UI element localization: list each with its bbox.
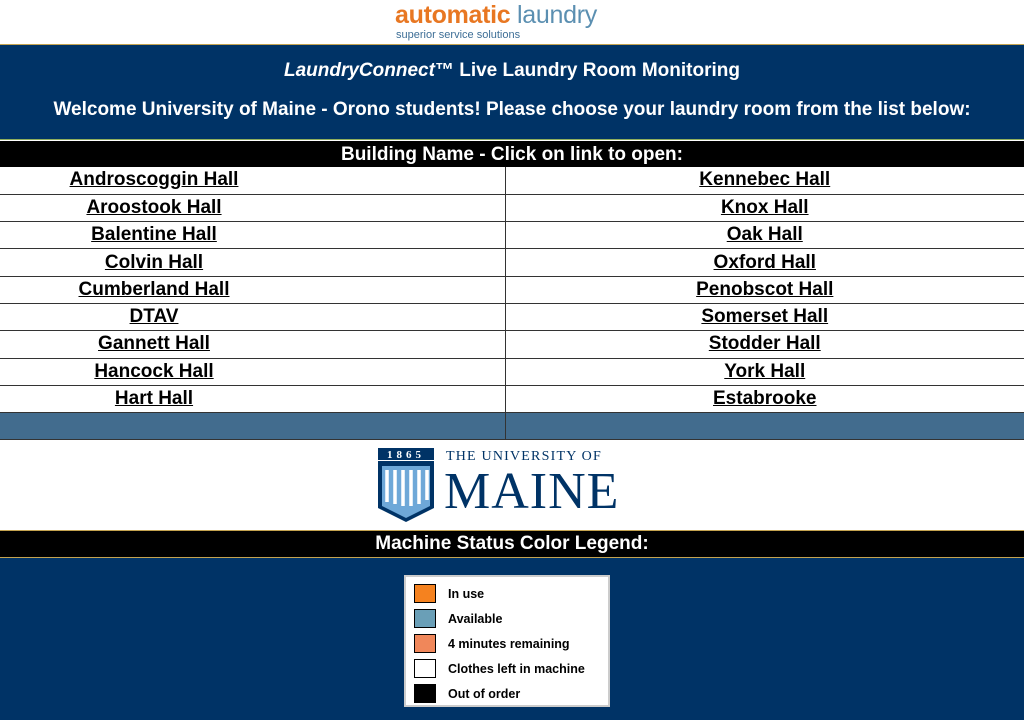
legend-item-4-minutes-remaining bbox=[414, 631, 600, 656]
building-cell bbox=[505, 358, 1024, 385]
building-link-androscoggin-hall[interactable]: Androscoggin Hall bbox=[69, 169, 239, 191]
building-row bbox=[0, 331, 1024, 358]
building-cell bbox=[0, 222, 308, 249]
empty-cell bbox=[0, 413, 308, 440]
legend-swatch bbox=[414, 659, 436, 678]
building-link-hart-hall[interactable]: Hart Hall bbox=[114, 388, 194, 410]
legend-swatch bbox=[414, 684, 436, 703]
building-link-knox-hall[interactable]: Knox Hall bbox=[720, 196, 809, 218]
building-link-aroostook-hall[interactable]: Aroostook Hall bbox=[86, 196, 222, 218]
column-spacer bbox=[308, 358, 505, 385]
legend-item-in-use bbox=[414, 581, 600, 606]
building-cell bbox=[505, 303, 1024, 330]
empty-cell bbox=[308, 413, 505, 440]
building-cell bbox=[505, 385, 1024, 412]
legend-label: Available bbox=[448, 611, 503, 626]
legend-label: Out of order bbox=[448, 686, 521, 701]
building-row bbox=[0, 385, 1024, 412]
column-spacer bbox=[308, 222, 505, 249]
legend-swatch bbox=[414, 634, 436, 653]
building-cell bbox=[505, 194, 1024, 221]
column-spacer bbox=[308, 331, 505, 358]
column-spacer bbox=[308, 167, 505, 194]
legend-item-out-of-order bbox=[414, 681, 600, 706]
building-cell bbox=[505, 249, 1024, 276]
legend-area bbox=[0, 558, 1024, 720]
header-band bbox=[0, 44, 1024, 140]
building-cell bbox=[505, 276, 1024, 303]
header-divider bbox=[0, 139, 1024, 140]
building-row bbox=[0, 276, 1024, 303]
building-cell bbox=[505, 167, 1024, 194]
building-row bbox=[0, 167, 1024, 194]
university-of-maine-logo bbox=[378, 448, 638, 524]
automatic-laundry-logo[interactable] bbox=[395, 1, 625, 41]
building-table bbox=[0, 167, 1024, 440]
building-link-oak-hall[interactable]: Oak Hall bbox=[726, 224, 803, 246]
column-spacer bbox=[308, 249, 505, 276]
building-link-gannett-hall[interactable]: Gannett Hall bbox=[98, 333, 210, 355]
status-color-legend bbox=[404, 575, 610, 707]
logo-wordmark: automatic laundry bbox=[395, 1, 597, 29]
building-link-york-hall[interactable]: York Hall bbox=[724, 360, 806, 382]
building-link-stodder-hall[interactable]: Stodder Hall bbox=[708, 333, 821, 355]
building-cell bbox=[0, 194, 308, 221]
building-row bbox=[0, 194, 1024, 221]
svg-text:1865: 1865 bbox=[387, 449, 425, 462]
empty-table-row bbox=[0, 413, 1024, 440]
building-row bbox=[0, 303, 1024, 330]
building-link-kennebec-hall[interactable]: Kennebec Hall bbox=[699, 169, 831, 191]
building-row bbox=[0, 222, 1024, 249]
page-title: LaundryConnect™ Live Laundry Room Monitoring bbox=[283, 60, 740, 81]
building-link-dtav[interactable]: DTAV bbox=[129, 306, 179, 328]
building-cell bbox=[505, 222, 1024, 249]
column-spacer bbox=[308, 276, 505, 303]
logo-tagline: superior service solutions bbox=[396, 29, 521, 41]
legend-label: Clothes left in machine bbox=[448, 661, 585, 676]
legend-item-available bbox=[414, 606, 600, 631]
building-link-somerset-hall[interactable]: Somerset Hall bbox=[701, 306, 829, 328]
legend-swatch bbox=[414, 609, 436, 628]
column-spacer bbox=[308, 303, 505, 330]
svg-text:MAINE: MAINE bbox=[444, 463, 620, 521]
building-link-cumberland-hall[interactable]: Cumberland Hall bbox=[78, 278, 230, 300]
welcome-message: Welcome University of Maine - Orono students! Please choose your laundry room from the list below: bbox=[53, 99, 971, 120]
building-link-oxford-hall[interactable]: Oxford Hall bbox=[713, 251, 816, 273]
legend-label: In use bbox=[448, 586, 485, 601]
building-cell bbox=[0, 385, 308, 412]
building-cell bbox=[505, 331, 1024, 358]
building-link-penobscot-hall[interactable]: Penobscot Hall bbox=[696, 278, 834, 300]
building-cell bbox=[0, 331, 308, 358]
column-spacer bbox=[308, 385, 505, 412]
laundryconnect-brand: LaundryConnect bbox=[283, 60, 435, 81]
building-link-colvin-hall[interactable]: Colvin Hall bbox=[104, 251, 204, 273]
building-row bbox=[0, 249, 1024, 276]
building-cell bbox=[0, 276, 308, 303]
building-cell bbox=[0, 358, 308, 385]
legend-heading: Machine Status Color Legend: bbox=[0, 530, 1024, 558]
legend-swatch bbox=[414, 584, 436, 603]
empty-cell bbox=[505, 413, 1024, 440]
building-link-estabrooke[interactable]: Estabrooke bbox=[713, 388, 817, 410]
column-spacer bbox=[308, 194, 505, 221]
building-row bbox=[0, 358, 1024, 385]
top-logo-bar bbox=[0, 0, 1024, 44]
legend-label: 4 minutes remaining bbox=[448, 636, 570, 651]
svg-text:THE UNIVERSITY OF: THE UNIVERSITY OF bbox=[446, 449, 602, 465]
legend-item-clothes-left-in-machine bbox=[414, 656, 600, 681]
building-cell bbox=[0, 249, 308, 276]
building-cell bbox=[0, 167, 308, 194]
building-link-hancock-hall[interactable]: Hancock Hall bbox=[94, 360, 214, 382]
building-link-balentine-hall[interactable]: Balentine Hall bbox=[91, 224, 217, 246]
building-list-heading: Building Name - Click on link to open: bbox=[0, 140, 1024, 167]
university-logo-area bbox=[0, 440, 1024, 530]
building-cell bbox=[0, 303, 308, 330]
